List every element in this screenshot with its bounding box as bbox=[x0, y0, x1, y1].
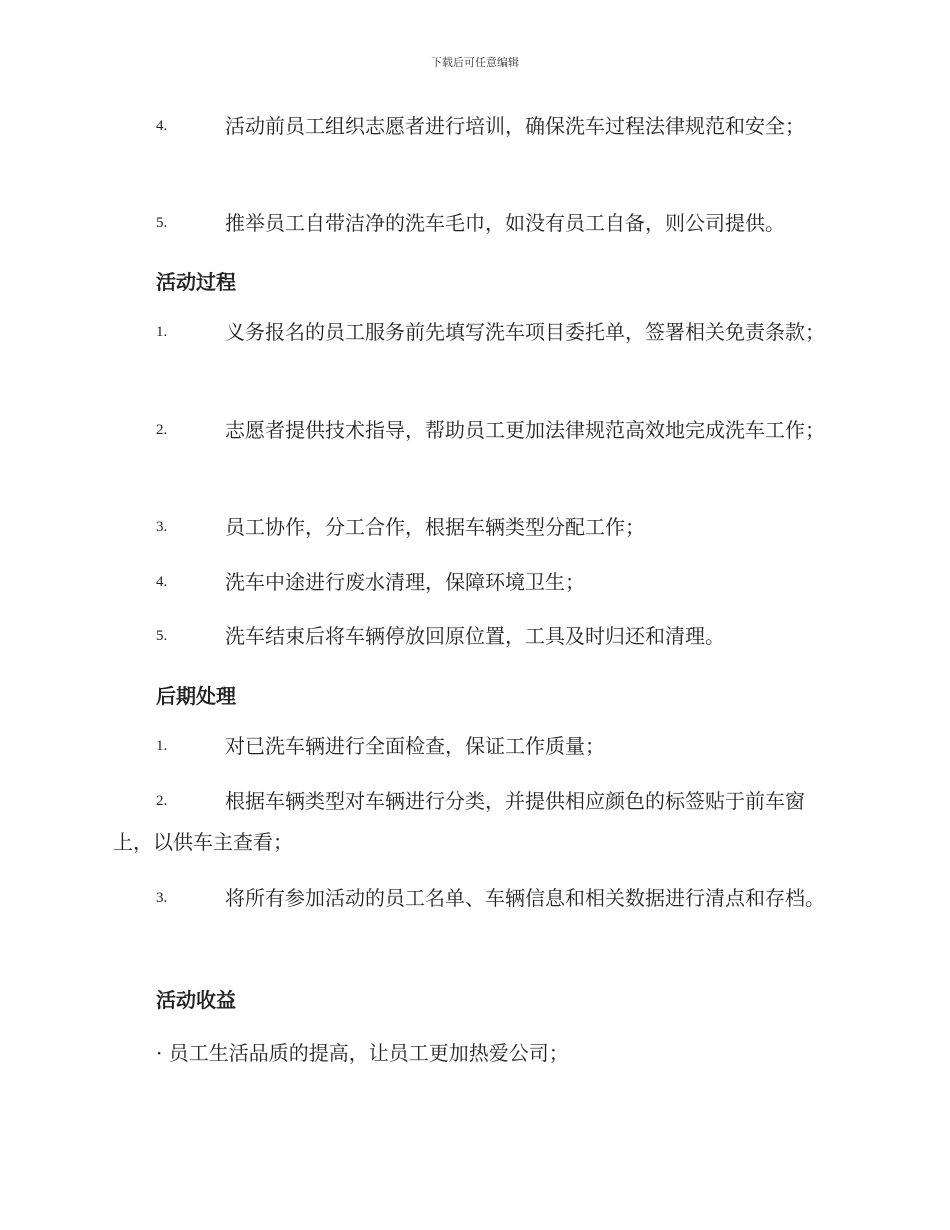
list-text: 志愿者提供技术指导，帮助员工更加法律规范高效地完成洗车工作； bbox=[225, 418, 825, 442]
list-item bbox=[113, 616, 833, 657]
list-number: 4. bbox=[156, 574, 168, 590]
section-heading: 活动过程 bbox=[156, 270, 236, 294]
page-header: 下载后可任意编辑 bbox=[431, 56, 519, 69]
list-item bbox=[113, 106, 833, 147]
list-item bbox=[113, 781, 833, 863]
list-item bbox=[113, 507, 833, 548]
list-number: 2. bbox=[156, 793, 168, 809]
list-number: 3. bbox=[156, 519, 168, 535]
list-number: 2. bbox=[156, 422, 168, 438]
list-text: 洗车结束后将车辆停放回原位置，工具及时归还和清理。 bbox=[225, 624, 725, 648]
list-item bbox=[113, 878, 833, 919]
list-number: 5. bbox=[156, 215, 168, 231]
list-text: 活动前员工组织志愿者进行培训，确保洗车过程法律规范和安全； bbox=[225, 114, 805, 138]
list-text: 义务报名的员工服务前先填写洗车项目委托单，签署相关免责条款； bbox=[225, 320, 825, 344]
list-number: 1. bbox=[156, 738, 168, 754]
list-text: 根据车辆类型对车辆进行分类，并提供相应颜色的标签贴于前车窗上，以供车主查看； bbox=[113, 789, 805, 854]
list-item bbox=[113, 312, 833, 353]
section-heading: 后期处理 bbox=[156, 684, 236, 708]
list-text: 将所有参加活动的员工名单、车辆信息和相关数据进行清点和存档。 bbox=[225, 886, 825, 910]
list-number: 4. bbox=[156, 118, 168, 134]
list-number: 3. bbox=[156, 890, 168, 906]
list-number: 5. bbox=[156, 628, 168, 644]
list-item bbox=[113, 726, 833, 767]
list-number: 1. bbox=[156, 324, 168, 340]
bullet-item: · 员工生活品质的提高，让员工更加热爱公司； bbox=[156, 1041, 569, 1065]
section-heading: 活动收益 bbox=[156, 988, 236, 1012]
list-text: 对已洗车辆进行全面检查，保证工作质量； bbox=[225, 734, 605, 758]
list-text: 洗车中途进行废水清理，保障环境卫生； bbox=[225, 570, 585, 594]
list-text: 推举员工自带洁净的洗车毛巾，如没有员工自备，则公司提供。 bbox=[225, 211, 785, 235]
list-item bbox=[113, 562, 833, 603]
list-text: 员工协作，分工合作，根据车辆类型分配工作； bbox=[225, 515, 645, 539]
list-item bbox=[113, 410, 833, 451]
list-item bbox=[113, 203, 833, 244]
